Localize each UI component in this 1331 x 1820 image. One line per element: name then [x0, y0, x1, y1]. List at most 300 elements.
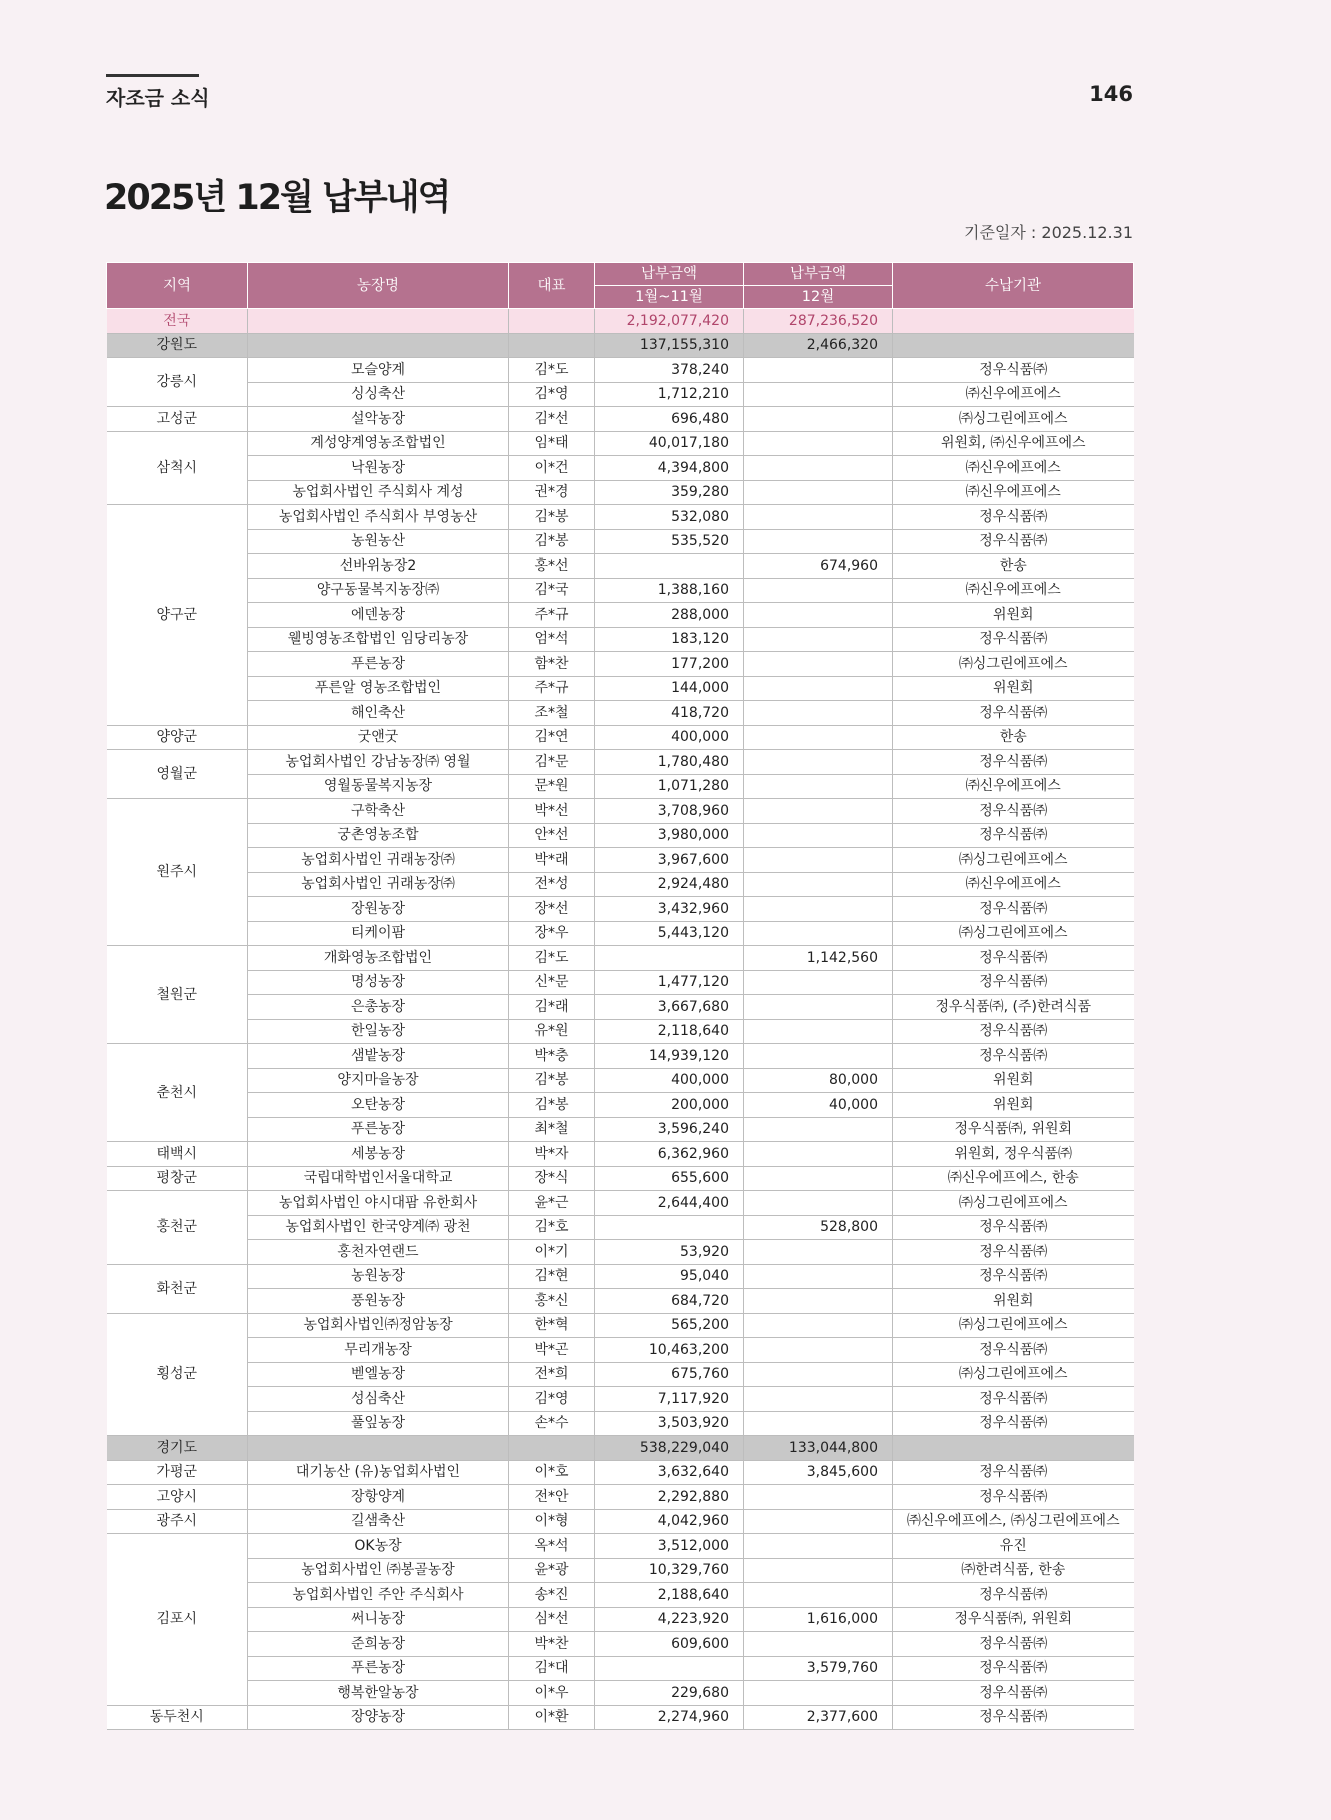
farm-name-cell: 길샘축산 — [248, 1509, 509, 1534]
farm-name-cell: 농원농장 — [248, 1264, 509, 1289]
table-row — [107, 995, 1134, 1020]
farm-name-cell: 한일농장 — [248, 1019, 509, 1044]
region-cell: 김포시 — [107, 1534, 248, 1706]
amount-dec-cell — [744, 382, 893, 407]
agency-cell: 정우식품㈜ — [893, 529, 1134, 554]
agency-cell: 정우식품㈜, 위원회 — [893, 1607, 1134, 1632]
farm-name-cell: 농업회사법인 한국양계㈜ 광천 — [248, 1215, 509, 1240]
amount-dec-cell — [744, 1240, 893, 1265]
representative-cell: 이*환 — [509, 1705, 595, 1730]
amount-jan-nov-cell: 1,712,210 — [595, 382, 744, 407]
agency-cell: 정우식품㈜ — [893, 1338, 1134, 1363]
farm-name-cell: 농업회사법인 야시대팜 유한회사 — [248, 1191, 509, 1216]
amount-dec-cell — [744, 1166, 893, 1191]
region-cell: 고양시 — [107, 1485, 248, 1510]
table-row — [107, 1191, 1134, 1216]
amount-jan-nov-cell: 14,939,120 — [595, 1044, 744, 1069]
farm-name-cell: 푸른알 영농조합법인 — [248, 676, 509, 701]
agency-cell: 위원회, ㈜신우에프에스 — [893, 431, 1134, 456]
header-amount-dec-sub: 12월 — [744, 286, 893, 309]
farm-name-cell: 모슬양계 — [248, 358, 509, 383]
agency-cell: 정우식품㈜ — [893, 358, 1134, 383]
table-row — [107, 701, 1134, 726]
table-row — [107, 1632, 1134, 1657]
table-body — [107, 309, 1134, 1730]
amount-jan-nov-cell: 288,000 — [595, 603, 744, 628]
representative-cell: 김*봉 — [509, 505, 595, 530]
table-row — [107, 529, 1134, 554]
table-row — [107, 1656, 1134, 1681]
agency-cell: 정우식품㈜ — [893, 1215, 1134, 1240]
table-row — [107, 1019, 1134, 1044]
representative-cell — [509, 333, 595, 358]
agency-cell: ㈜싱그린에프에스 — [893, 1191, 1134, 1216]
representative-cell: 전*성 — [509, 872, 595, 897]
agency-cell: 정우식품㈜ — [893, 1044, 1134, 1069]
agency-cell: 정우식품㈜ — [893, 1460, 1134, 1485]
representative-cell: 권*경 — [509, 480, 595, 505]
base-date: 기준일자 : 2025.12.31 — [964, 223, 1133, 242]
agency-cell: ㈜싱그린에프에스 — [893, 1362, 1134, 1387]
representative-cell: 엄*석 — [509, 627, 595, 652]
representative-cell: 김*영 — [509, 1387, 595, 1412]
amount-jan-nov-cell: 2,192,077,420 — [595, 309, 744, 334]
agency-cell: 정우식품㈜ — [893, 823, 1134, 848]
farm-name-cell: 계성양계영농조합법인 — [248, 431, 509, 456]
agency-cell: 정우식품㈜ — [893, 1583, 1134, 1608]
table-row — [107, 603, 1134, 628]
amount-dec-cell: 3,845,600 — [744, 1460, 893, 1485]
table-row — [107, 358, 1134, 383]
agency-cell: 한송 — [893, 554, 1134, 579]
amount-dec-cell — [744, 1313, 893, 1338]
representative-cell: 박*선 — [509, 799, 595, 824]
representative-cell: 조*철 — [509, 701, 595, 726]
amount-jan-nov-cell: 400,000 — [595, 1068, 744, 1093]
farm-name-cell: 웰빙영농조합법인 임당리농장 — [248, 627, 509, 652]
amount-dec-cell — [744, 529, 893, 554]
farm-name-cell: 농업회사법인 귀래농장㈜ — [248, 848, 509, 873]
page-number: 146 — [1089, 82, 1133, 106]
amount-jan-nov-cell: 696,480 — [595, 407, 744, 432]
representative-cell: 유*원 — [509, 1019, 595, 1044]
agency-cell: 정우식품㈜ — [893, 946, 1134, 971]
amount-jan-nov-cell: 3,503,920 — [595, 1411, 744, 1436]
farm-name-cell: OK농장 — [248, 1534, 509, 1559]
amount-dec-cell — [744, 676, 893, 701]
amount-dec-cell — [744, 603, 893, 628]
farm-name-cell: 양구동물복지농장㈜ — [248, 578, 509, 603]
amount-jan-nov-cell: 3,667,680 — [595, 995, 744, 1020]
representative-cell: 김*국 — [509, 578, 595, 603]
amount-dec-cell: 287,236,520 — [744, 309, 893, 334]
representative-cell: 김*도 — [509, 946, 595, 971]
agency-cell: ㈜싱그린에프에스 — [893, 407, 1134, 432]
farm-name-cell: 싱싱축산 — [248, 382, 509, 407]
representative-cell: 김*영 — [509, 382, 595, 407]
agency-cell: 정우식품㈜ — [893, 750, 1134, 775]
amount-dec-cell — [744, 1583, 893, 1608]
agency-cell: ㈜신우에프에스 — [893, 480, 1134, 505]
amount-jan-nov-cell: 675,760 — [595, 1362, 744, 1387]
table-row — [107, 456, 1134, 481]
farm-name-cell: 세봉농장 — [248, 1142, 509, 1167]
table-row — [107, 382, 1134, 407]
representative-cell: 박*자 — [509, 1142, 595, 1167]
farm-name-cell: 무리개농장 — [248, 1338, 509, 1363]
amount-jan-nov-cell: 4,042,960 — [595, 1509, 744, 1534]
farm-name-cell: 영월동물복지농장 — [248, 774, 509, 799]
region-cell: 철원군 — [107, 946, 248, 1044]
amount-jan-nov-cell: 2,292,880 — [595, 1485, 744, 1510]
amount-jan-nov-cell: 359,280 — [595, 480, 744, 505]
table-row — [107, 970, 1134, 995]
table-row — [107, 407, 1134, 432]
header-region: 지역 — [107, 263, 248, 309]
region-cell: 가평군 — [107, 1460, 248, 1485]
representative-cell: 장*선 — [509, 897, 595, 922]
representative-cell: 박*래 — [509, 848, 595, 873]
amount-jan-nov-cell: 3,432,960 — [595, 897, 744, 922]
table-row — [107, 946, 1134, 971]
farm-name-cell: 푸른농장 — [248, 1656, 509, 1681]
representative-cell: 이*우 — [509, 1681, 595, 1706]
region-cell: 춘천시 — [107, 1044, 248, 1142]
amount-jan-nov-cell: 400,000 — [595, 725, 744, 750]
table-row — [107, 1558, 1134, 1583]
amount-jan-nov-cell: 144,000 — [595, 676, 744, 701]
amount-dec-cell: 133,044,800 — [744, 1436, 893, 1461]
payment-table — [106, 262, 1134, 1730]
representative-cell: 주*규 — [509, 676, 595, 701]
region-cell: 화천군 — [107, 1264, 248, 1313]
farm-name-cell: 농업회사법인 강남농장㈜ 영월 — [248, 750, 509, 775]
amount-dec-cell: 3,579,760 — [744, 1656, 893, 1681]
representative-cell: 김*봉 — [509, 1093, 595, 1118]
table-row — [107, 1142, 1134, 1167]
amount-dec-cell: 1,142,560 — [744, 946, 893, 971]
farm-name-cell: 구학축산 — [248, 799, 509, 824]
amount-dec-cell — [744, 1191, 893, 1216]
representative-cell: 송*진 — [509, 1583, 595, 1608]
amount-dec-cell — [744, 1681, 893, 1706]
farm-name-cell: 성심축산 — [248, 1387, 509, 1412]
representative-cell: 장*식 — [509, 1166, 595, 1191]
agency-cell: 정우식품㈜, 위원회 — [893, 1117, 1134, 1142]
farm-name-cell: 양지마을농장 — [248, 1068, 509, 1093]
representative-cell: 김*대 — [509, 1656, 595, 1681]
table-row — [107, 1583, 1134, 1608]
representative-cell: 이*건 — [509, 456, 595, 481]
table-row — [107, 1264, 1134, 1289]
representative-cell: 최*철 — [509, 1117, 595, 1142]
amount-jan-nov-cell: 183,120 — [595, 627, 744, 652]
amount-dec-cell — [744, 1558, 893, 1583]
amount-jan-nov-cell — [595, 1656, 744, 1681]
amount-dec-cell: 1,616,000 — [744, 1607, 893, 1632]
amount-jan-nov-cell: 1,071,280 — [595, 774, 744, 799]
representative-cell: 김*호 — [509, 1215, 595, 1240]
farm-name-cell: 해인축산 — [248, 701, 509, 726]
table-row — [107, 1411, 1134, 1436]
table-row — [107, 823, 1134, 848]
farm-name-cell: 장원농장 — [248, 897, 509, 922]
agency-cell: 정우식품㈜ — [893, 1264, 1134, 1289]
representative-cell — [509, 1436, 595, 1461]
representative-cell — [509, 309, 595, 334]
farm-name-cell: 풀잎농장 — [248, 1411, 509, 1436]
amount-dec-cell: 674,960 — [744, 554, 893, 579]
agency-cell: 정우식품㈜ — [893, 1705, 1134, 1730]
table-row — [107, 921, 1134, 946]
table-row — [107, 774, 1134, 799]
amount-jan-nov-cell: 418,720 — [595, 701, 744, 726]
agency-cell: ㈜싱그린에프에스 — [893, 921, 1134, 946]
amount-jan-nov-cell: 6,362,960 — [595, 1142, 744, 1167]
table-row — [107, 1705, 1134, 1730]
region-cell: 광주시 — [107, 1509, 248, 1534]
table-row — [107, 1607, 1134, 1632]
table-row — [107, 505, 1134, 530]
farm-name-cell: 푸른농장 — [248, 1117, 509, 1142]
agency-cell — [893, 309, 1134, 334]
agency-cell: 위원회 — [893, 603, 1134, 628]
farm-name-cell: 농업회사법인 주식회사 부영농산 — [248, 505, 509, 530]
farm-name-cell: 풍원농장 — [248, 1289, 509, 1314]
amount-jan-nov-cell: 3,967,600 — [595, 848, 744, 873]
region-cell: 원주시 — [107, 799, 248, 946]
region-cell: 횡성군 — [107, 1313, 248, 1436]
amount-jan-nov-cell: 3,512,000 — [595, 1534, 744, 1559]
amount-jan-nov-cell: 684,720 — [595, 1289, 744, 1314]
representative-cell: 박*곤 — [509, 1338, 595, 1363]
representative-cell: 김*문 — [509, 750, 595, 775]
table-row — [107, 676, 1134, 701]
table-row — [107, 897, 1134, 922]
amount-jan-nov-cell: 4,223,920 — [595, 1607, 744, 1632]
farm-name-cell: 선바위농장2 — [248, 554, 509, 579]
table-row — [107, 872, 1134, 897]
representative-cell: 홍*신 — [509, 1289, 595, 1314]
farm-name-cell: 푸른농장 — [248, 652, 509, 677]
amount-dec-cell — [744, 701, 893, 726]
agency-cell: 정우식품㈜ — [893, 897, 1134, 922]
representative-cell: 임*태 — [509, 431, 595, 456]
representative-cell: 이*형 — [509, 1509, 595, 1534]
amount-jan-nov-cell: 10,329,760 — [595, 1558, 744, 1583]
agency-cell: 유진 — [893, 1534, 1134, 1559]
header-representative: 대표 — [509, 263, 595, 309]
representative-cell: 옥*석 — [509, 1534, 595, 1559]
agency-cell: 정우식품㈜, (주)한려식품 — [893, 995, 1134, 1020]
farm-name-cell: 국립대학법인서울대학교 — [248, 1166, 509, 1191]
representative-cell: 김*래 — [509, 995, 595, 1020]
farm-name-cell: 벧엘농장 — [248, 1362, 509, 1387]
table-row — [107, 1068, 1134, 1093]
agency-cell: 정우식품㈜ — [893, 1681, 1134, 1706]
representative-cell: 윤*근 — [509, 1191, 595, 1216]
amount-dec-cell — [744, 823, 893, 848]
farm-name-cell: 굿앤굿 — [248, 725, 509, 750]
amount-jan-nov-cell: 1,780,480 — [595, 750, 744, 775]
amount-jan-nov-cell: 2,188,640 — [595, 1583, 744, 1608]
amount-dec-cell — [744, 897, 893, 922]
agency-cell: ㈜신우에프에스 — [893, 382, 1134, 407]
representative-cell: 김*봉 — [509, 1068, 595, 1093]
farm-name-cell: 설악농장 — [248, 407, 509, 432]
farm-name-cell: 농업회사법인 ㈜봉골농장 — [248, 1558, 509, 1583]
region-cell: 전국 — [107, 309, 248, 334]
amount-dec-cell: 40,000 — [744, 1093, 893, 1118]
table-row — [107, 1093, 1134, 1118]
amount-dec-cell — [744, 1509, 893, 1534]
amount-jan-nov-cell: 2,118,640 — [595, 1019, 744, 1044]
agency-cell: 위원회, 정우식품㈜ — [893, 1142, 1134, 1167]
amount-jan-nov-cell: 5,443,120 — [595, 921, 744, 946]
agency-cell: ㈜신우에프에스 — [893, 774, 1134, 799]
page-title: 2025년 12월 납부내역 — [104, 178, 450, 218]
header-farm: 농장명 — [248, 263, 509, 309]
amount-dec-cell — [744, 1044, 893, 1069]
amount-jan-nov-cell: 1,388,160 — [595, 578, 744, 603]
amount-dec-cell — [744, 1411, 893, 1436]
farm-name-cell: 대기농산 (유)농업회사법인 — [248, 1460, 509, 1485]
representative-cell: 전*희 — [509, 1362, 595, 1387]
amount-dec-cell — [744, 799, 893, 824]
agency-cell: ㈜싱그린에프에스 — [893, 1313, 1134, 1338]
amount-jan-nov-cell: 200,000 — [595, 1093, 744, 1118]
amount-jan-nov-cell: 2,644,400 — [595, 1191, 744, 1216]
farm-name-cell: 농업회사법인 주안 주식회사 — [248, 1583, 509, 1608]
agency-cell: 정우식품㈜ — [893, 1485, 1134, 1510]
farm-name-cell: 명성농장 — [248, 970, 509, 995]
representative-cell: 박*찬 — [509, 1632, 595, 1657]
agency-cell: ㈜신우에프에스 — [893, 872, 1134, 897]
amount-dec-cell — [744, 921, 893, 946]
amount-dec-cell — [744, 1485, 893, 1510]
farm-name-cell: 홍천자연랜드 — [248, 1240, 509, 1265]
amount-dec-cell — [744, 1338, 893, 1363]
representative-cell: 윤*광 — [509, 1558, 595, 1583]
amount-dec-cell — [744, 480, 893, 505]
representative-cell: 장*우 — [509, 921, 595, 946]
agency-cell: 정우식품㈜ — [893, 970, 1134, 995]
amount-jan-nov-cell: 2,274,960 — [595, 1705, 744, 1730]
agency-cell: ㈜신우에프에스, 한송 — [893, 1166, 1134, 1191]
agency-cell: ㈜신우에프에스 — [893, 578, 1134, 603]
payment-table-wrapper — [106, 262, 1133, 1730]
region-cell: 양구군 — [107, 505, 248, 726]
amount-jan-nov-cell — [595, 1215, 744, 1240]
farm-name-cell: 장양농장 — [248, 1705, 509, 1730]
farm-name-cell: 은총농장 — [248, 995, 509, 1020]
table-row — [107, 750, 1134, 775]
amount-dec-cell — [744, 1117, 893, 1142]
agency-cell: 정우식품㈜ — [893, 1240, 1134, 1265]
table-row — [107, 1509, 1134, 1534]
amount-dec-cell — [744, 725, 893, 750]
region-cell: 양양군 — [107, 725, 248, 750]
farm-name-cell: 궁촌영농조합 — [248, 823, 509, 848]
amount-dec-cell — [744, 1264, 893, 1289]
representative-cell: 김*선 — [509, 407, 595, 432]
region-cell: 삼척시 — [107, 431, 248, 505]
amount-jan-nov-cell: 53,920 — [595, 1240, 744, 1265]
header-amount-jan-nov: 납부금액 — [595, 263, 744, 286]
agency-cell: 한송 — [893, 725, 1134, 750]
amount-jan-nov-cell: 565,200 — [595, 1313, 744, 1338]
representative-cell: 한*혁 — [509, 1313, 595, 1338]
amount-dec-cell: 2,377,600 — [744, 1705, 893, 1730]
region-cell: 영월군 — [107, 750, 248, 799]
amount-jan-nov-cell: 609,600 — [595, 1632, 744, 1657]
region-cell: 평창군 — [107, 1166, 248, 1191]
table-row — [107, 652, 1134, 677]
agency-cell: ㈜신우에프에스, ㈜싱그린에프에스 — [893, 1509, 1134, 1534]
farm-name-cell: 행복한알농장 — [248, 1681, 509, 1706]
agency-cell: 위원회 — [893, 1093, 1134, 1118]
amount-jan-nov-cell: 7,117,920 — [595, 1387, 744, 1412]
table-row — [107, 1289, 1134, 1314]
amount-dec-cell — [744, 1019, 893, 1044]
farm-name-cell: 농원농산 — [248, 529, 509, 554]
farm-name-cell: 써니농장 — [248, 1607, 509, 1632]
amount-dec-cell — [744, 578, 893, 603]
table-row — [107, 848, 1134, 873]
table-row — [107, 480, 1134, 505]
farm-name-cell: 장항양계 — [248, 1485, 509, 1510]
representative-cell: 김*봉 — [509, 529, 595, 554]
representative-cell: 심*선 — [509, 1607, 595, 1632]
amount-jan-nov-cell — [595, 946, 744, 971]
agency-cell: 정우식품㈜ — [893, 1632, 1134, 1657]
header-rule — [106, 74, 199, 77]
representative-cell: 김*도 — [509, 358, 595, 383]
amount-dec-cell — [744, 1289, 893, 1314]
amount-dec-cell — [744, 431, 893, 456]
amount-dec-cell — [744, 774, 893, 799]
table-row — [107, 1362, 1134, 1387]
amount-jan-nov-cell: 3,632,640 — [595, 1460, 744, 1485]
header-agency: 수납기관 — [893, 263, 1134, 309]
amount-dec-cell — [744, 652, 893, 677]
farm-name-cell: 농업회사법인㈜정암농장 — [248, 1313, 509, 1338]
agency-cell: 정우식품㈜ — [893, 1387, 1134, 1412]
table-row — [107, 1240, 1134, 1265]
table-row — [107, 1534, 1134, 1559]
amount-dec-cell — [744, 1632, 893, 1657]
amount-jan-nov-cell: 535,520 — [595, 529, 744, 554]
region-cell: 동두천시 — [107, 1705, 248, 1730]
province-total-row — [107, 1436, 1134, 1461]
table-row — [107, 1166, 1134, 1191]
table-row — [107, 1044, 1134, 1069]
agency-cell: 정우식품㈜ — [893, 701, 1134, 726]
table-row — [107, 1387, 1134, 1412]
agency-cell — [893, 1436, 1134, 1461]
amount-jan-nov-cell: 538,229,040 — [595, 1436, 744, 1461]
representative-cell: 손*수 — [509, 1411, 595, 1436]
agency-cell: ㈜한려식품, 한송 — [893, 1558, 1134, 1583]
agency-cell: 위원회 — [893, 676, 1134, 701]
representative-cell: 함*찬 — [509, 652, 595, 677]
amount-jan-nov-cell: 4,394,800 — [595, 456, 744, 481]
representative-cell: 주*규 — [509, 603, 595, 628]
agency-cell — [893, 333, 1134, 358]
agency-cell: 정우식품㈜ — [893, 1411, 1134, 1436]
region-cell: 홍천군 — [107, 1191, 248, 1265]
agency-cell: 위원회 — [893, 1068, 1134, 1093]
